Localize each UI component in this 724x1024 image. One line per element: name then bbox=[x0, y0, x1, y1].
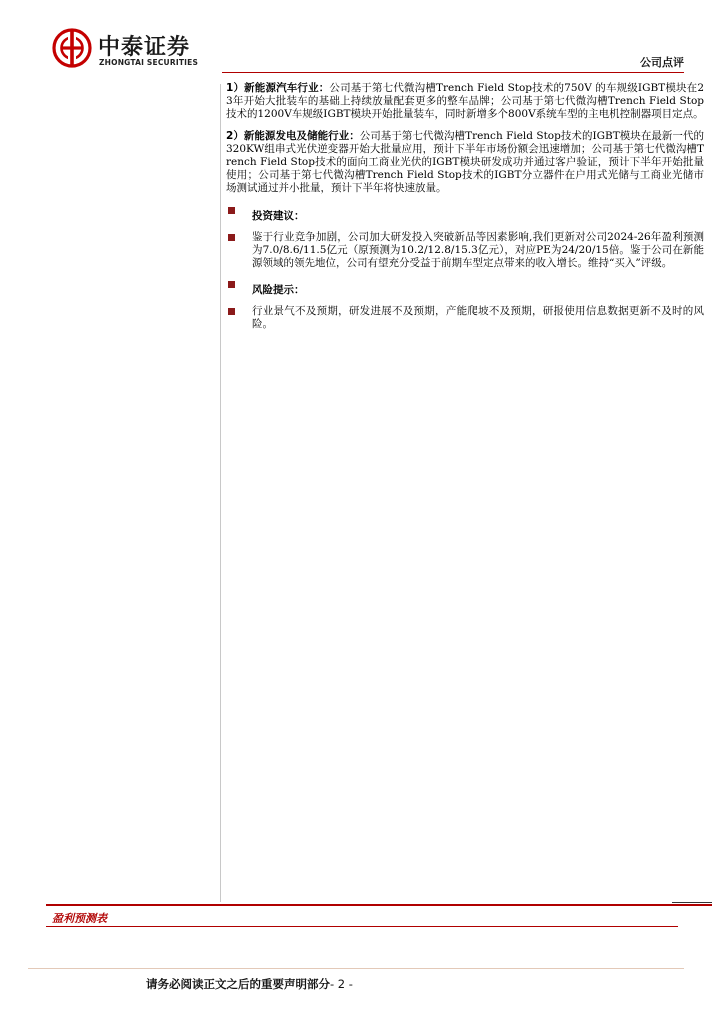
ev-industry-paragraph bbox=[226, 82, 704, 121]
risk-text-row bbox=[226, 305, 704, 331]
risk-warning-text: 行业景气不及预期，研发进展不及预期，产能爬坡不及预期，研报使用信息数据更新不及时的风险。 bbox=[252, 305, 704, 330]
brand-name-cn: 中泰证券 bbox=[98, 35, 191, 60]
page-number: - 2 - bbox=[330, 977, 353, 991]
risk-title-row bbox=[226, 278, 704, 297]
square-bullet-icon bbox=[228, 207, 235, 214]
invest-text-row bbox=[226, 231, 704, 270]
ev-industry-text: 公司基于第七代微沟槽Trench Field Stop技术的750V 的车规级IGBT模块在23年开始大批装车的基础上持续放量配套更多的整车品牌；公司基于第七代微沟槽Trench Field Stop技术的1200V车规级IGBT模块开始批量装车，同时新增多个800V系统车型的主电机控制器项目定点。 bbox=[226, 82, 704, 120]
energy-storage-label: 2）新能源发电及储能行业： bbox=[226, 130, 360, 142]
disclaimer-notice: 请务必阅读正文之后的重要声明部分 bbox=[146, 977, 330, 991]
invest-title-row bbox=[226, 204, 704, 223]
energy-storage-text: 公司基于第七代微沟槽Trench Field Stop技术的IGBT模块在最新一代的320KW组串式光伏逆变器开始大批量应用，预计下半年市场份额会迅速增加；公司基于第七代微沟槽Trench Field Stop技术的面向工商业光伏的IGBT模块研发成功并通过客户验证，预计下半年开始批量使用；公司基于第七代微沟槽Trench Field Stop技术的IGBT分立器件在户用式光储与工商业光储市场测试通过并小批量，预计下半年将快速放量。 bbox=[226, 130, 704, 194]
risk-warning-title: 风险提示： bbox=[252, 284, 305, 296]
energy-storage-paragraph bbox=[226, 130, 704, 195]
square-bullet-icon bbox=[228, 308, 235, 315]
header-divider bbox=[222, 72, 684, 73]
ev-industry-label: 1）新能源汽车行业： bbox=[226, 82, 330, 94]
zhongtai-logo-icon bbox=[52, 28, 92, 68]
table-title-bottom-rule bbox=[46, 926, 678, 927]
brand-name-en: ZHONGTAI SECURITIES bbox=[99, 58, 199, 67]
table-title-top-rule bbox=[46, 904, 712, 906]
invest-advice-text: 鉴于行业竞争加剧，公司加大研发投入突破新品等因素影响,我们更新对公司2024-26年盈利预测为7.0/8.6/11.5亿元（原预测为10.2/12.8/15.3亿元），对应PE为24/20/15倍。鉴于公司在新能源领域的领先地位，公司有望充分受益于前期车型定点带来的收入增长。维持“买入”评级。 bbox=[252, 231, 704, 269]
footer bbox=[146, 976, 353, 992]
company-logo bbox=[52, 28, 222, 72]
document-type-label: 公司点评 bbox=[640, 56, 684, 69]
table-edge-line bbox=[672, 902, 712, 903]
square-bullet-icon bbox=[228, 281, 235, 288]
sidebar-divider bbox=[220, 84, 221, 902]
earnings-forecast-table-title: 盈利预测表 bbox=[52, 912, 107, 925]
invest-advice-title: 投资建议： bbox=[252, 210, 305, 222]
main-content bbox=[226, 82, 704, 339]
square-bullet-icon bbox=[228, 234, 235, 241]
footer-divider bbox=[28, 968, 684, 969]
